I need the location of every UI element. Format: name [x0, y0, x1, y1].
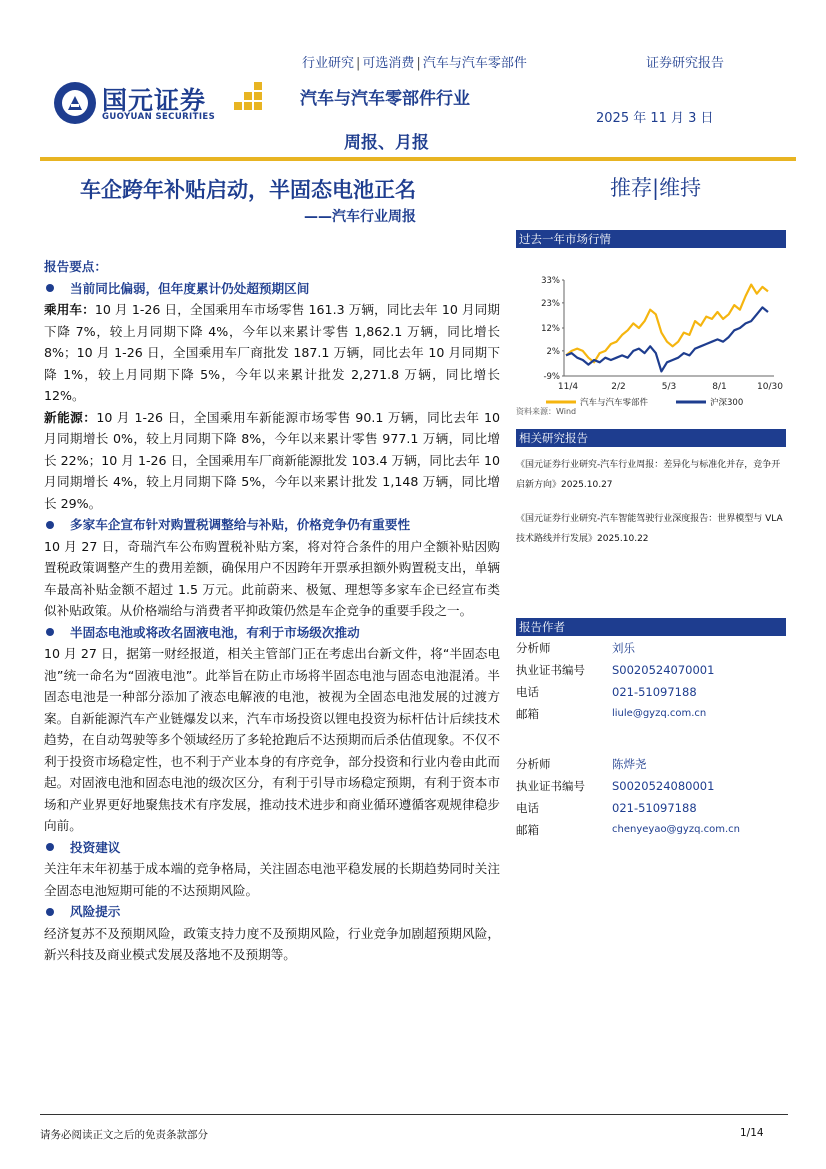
footer-disclaimer: 请务必阅读正文之后的免责条款部分 [40, 1129, 208, 1141]
category-tags: 行业研究 | 可选消费 | 汽车与汽车零部件 [302, 56, 527, 71]
market-chart-panel [516, 230, 786, 422]
report-frequency: 周报、月报 [344, 133, 429, 153]
bullet-icon [46, 908, 54, 916]
bullet-icon [46, 843, 54, 851]
paragraph: 关注年末年初基于成本端的竞争格局，关注固态电池平稳发展的长期趋势同时关注全固态电池短期可能的不达预期风险。 [44, 861, 500, 898]
chart-header: 过去一年市场行情 [516, 230, 786, 248]
x-tick-label: 2/2 [611, 382, 626, 392]
report-title: 车企跨年补贴启动，半固态电池正名 [80, 177, 416, 202]
section-heading: 多家车企宣布针对购置税调整给与补贴，价格竞争仍有重要性 [44, 514, 500, 536]
author-name: 陈烨尧 [612, 757, 647, 771]
author-block: 分析师 刘乐 执业证书编号 S0020524070001 电话 021-51097188 邮箱 liule@gyzq.com.cn [516, 637, 786, 725]
tag-auto: 汽车与汽车零部件 [422, 56, 527, 71]
author-email: chenyeyao@gyzq.com.cn [612, 824, 740, 835]
bullet-icon [46, 521, 54, 529]
series-line-0 [566, 285, 768, 363]
report-date: 2025 年 11 月 3 日 [596, 111, 714, 126]
y-tick-label: 23% [541, 298, 560, 309]
page-number: 1/14 [740, 1127, 764, 1139]
y-tick-label: -9% [543, 372, 560, 382]
section-heading: 半固态电池或将改名固液电池，有利于市场级次推动 [44, 622, 500, 644]
x-tick-label: 11/4 [557, 382, 579, 392]
y-tick-label: 12% [541, 324, 560, 334]
header-divider [40, 157, 796, 161]
tag-industry-research: 行业研究 [302, 56, 355, 71]
author-phone: 021-51097188 [612, 801, 697, 815]
logo-emblem-icon [52, 80, 98, 126]
report-type: 证券研究报告 [646, 56, 725, 71]
paragraph: 经济复苏不及预期风险，政策支持力度不及预期风险，行业竞争加剧超预期风险，新兴科技及商业模式发展及落地不及预期等。 [44, 925, 500, 962]
logo-squares-icon [232, 82, 268, 122]
author-name: 刘乐 [612, 641, 635, 655]
paragraph: 乘用车：10 月 1-26 日，全国乘用车市场零售 161.3 万辆，同比去年 10 月同期下降 7%，较上月同期下降 4%，今年以来累计零售 1,862.1 万辆，同比增长 8%；10 月 1-26 日，全国乘用车厂商批发 187.1 万辆，同比去年 10 月同期下降 1%，较上月同期下降 5%，今年以来累计批发 2,271.8 万辆，同比增长 12%。 [44, 302, 500, 403]
paragraph: 新能源：10 月 1-26 日，全国乘用车新能源市场零售 90.1 万辆，同比去年 10 月同期增长 0%，较上月同期下降 8%，今年以来累计零售 977.1 万辆，同比增长 22%；10 月 1-26 日，全国乘用车厂商新能源批发 103.4 万辆，同比去年 10 月同期增长 4%，较上月同期下降 5%，今年以来累计批发 1,148 万辆，同比增长 29%。 [44, 409, 500, 511]
y-tick-label: 33% [541, 276, 560, 286]
report-summary [44, 256, 500, 966]
footer-divider [40, 1114, 788, 1115]
company-logo [52, 80, 272, 130]
report-subtitle: ——汽车行业周报 [304, 209, 416, 225]
author-email: liule@gyzq.com.cn [612, 708, 707, 719]
section-heading: 风险提示 [44, 901, 500, 923]
legend-label: 沪深300 [710, 398, 744, 408]
authors-panel [516, 618, 786, 841]
legend-label: 汽车与汽车零部件 [580, 398, 649, 408]
research-header: 相关研究报告 [516, 429, 786, 447]
series-line-1 [566, 307, 768, 371]
x-tick-label: 10/30 [757, 382, 783, 392]
market-chart [516, 248, 786, 418]
author-cert: S0020524080001 [612, 779, 715, 793]
y-tick-label: 2% [546, 346, 560, 357]
bullet-icon [46, 628, 54, 636]
author-cert: S0020524070001 [612, 663, 715, 677]
summary-heading: 报告要点： [44, 259, 107, 274]
paragraph: 10 月 27 日，奇瑞汽车公布购置税补贴方案，将对符合条件的用户全额补贴因购置税政策调整产生的费用差额，确保用户不因跨年开票承担额外购置税支出，单辆车最高补贴金额不超过 1.5 万元。此前蔚来、极氪、理想等多家车企已经宣布类似补贴政策。从价格端给与消费者平抑政策仍然是车企竞争的重要手段之一。 [44, 538, 500, 618]
section-heading: 当前同比偏弱，但年度累计仍处超预期区间 [44, 278, 500, 300]
x-tick-label: 5/3 [661, 382, 677, 392]
bullet-icon [46, 284, 54, 292]
chart-source: 资料来源：Wind [516, 407, 577, 416]
paragraph: 10 月 27 日，据第一财经报道，相关主管部门正在考虑出台新文件，将“半固态电池”统一命名为“固液电池”。此举旨在防止市场将半固态电池与固态电池混淆。半固态电池是一种部分添加了液态电解液的电池，被视为全固态电池发展的过渡方案。自新能源汽车产业链爆发以来，汽车市场投资以锂电投资为标杆估计后续技术趋势，在自动驾驶等多个领域经历了多轮抢跑后不达预期而后杀估值现象。不仅不利于投资市场稳定性，也不利于产业本身的有序竞争，部分投资和行业内卷由此而起。对固液电池和固态电池的级次区分，有利于引导市场稳定预期，有利于资本市场和产业界更好地聚焦技术有序发展，推动技术进步和商业循环遵循客观规律稳步向前。 [44, 646, 500, 833]
tag-consumer: 可选消费 [362, 56, 415, 71]
logo-name-cn: 国元证券 [102, 86, 207, 115]
author-phone: 021-51097188 [612, 685, 697, 699]
rating: 推荐|维持 [610, 176, 702, 200]
logo-name-en: GUOYUAN SECURITIES [102, 112, 216, 122]
research-item: 《国元证券行业研究-汽车智能驾驶行业深度报告：世界模型与 VLA 技术路线并行发展》2025.10.22 [516, 514, 783, 544]
x-tick-label: 8/1 [712, 382, 727, 392]
authors-header: 报告作者 [516, 618, 786, 636]
related-research [516, 429, 786, 549]
section-heading: 投资建议 [44, 837, 500, 859]
research-item: 《国元证券行业研究-汽车行业周报：差异化与标准化并存，竞争开启新方向》2025.10.27 [516, 460, 781, 490]
industry-name: 汽车与汽车零部件行业 [300, 89, 470, 109]
author-block: 分析师 陈烨尧 执业证书编号 S0020524080001 电话 021-51097188 邮箱 chenyeyao@gyzq.com.cn [516, 753, 786, 841]
